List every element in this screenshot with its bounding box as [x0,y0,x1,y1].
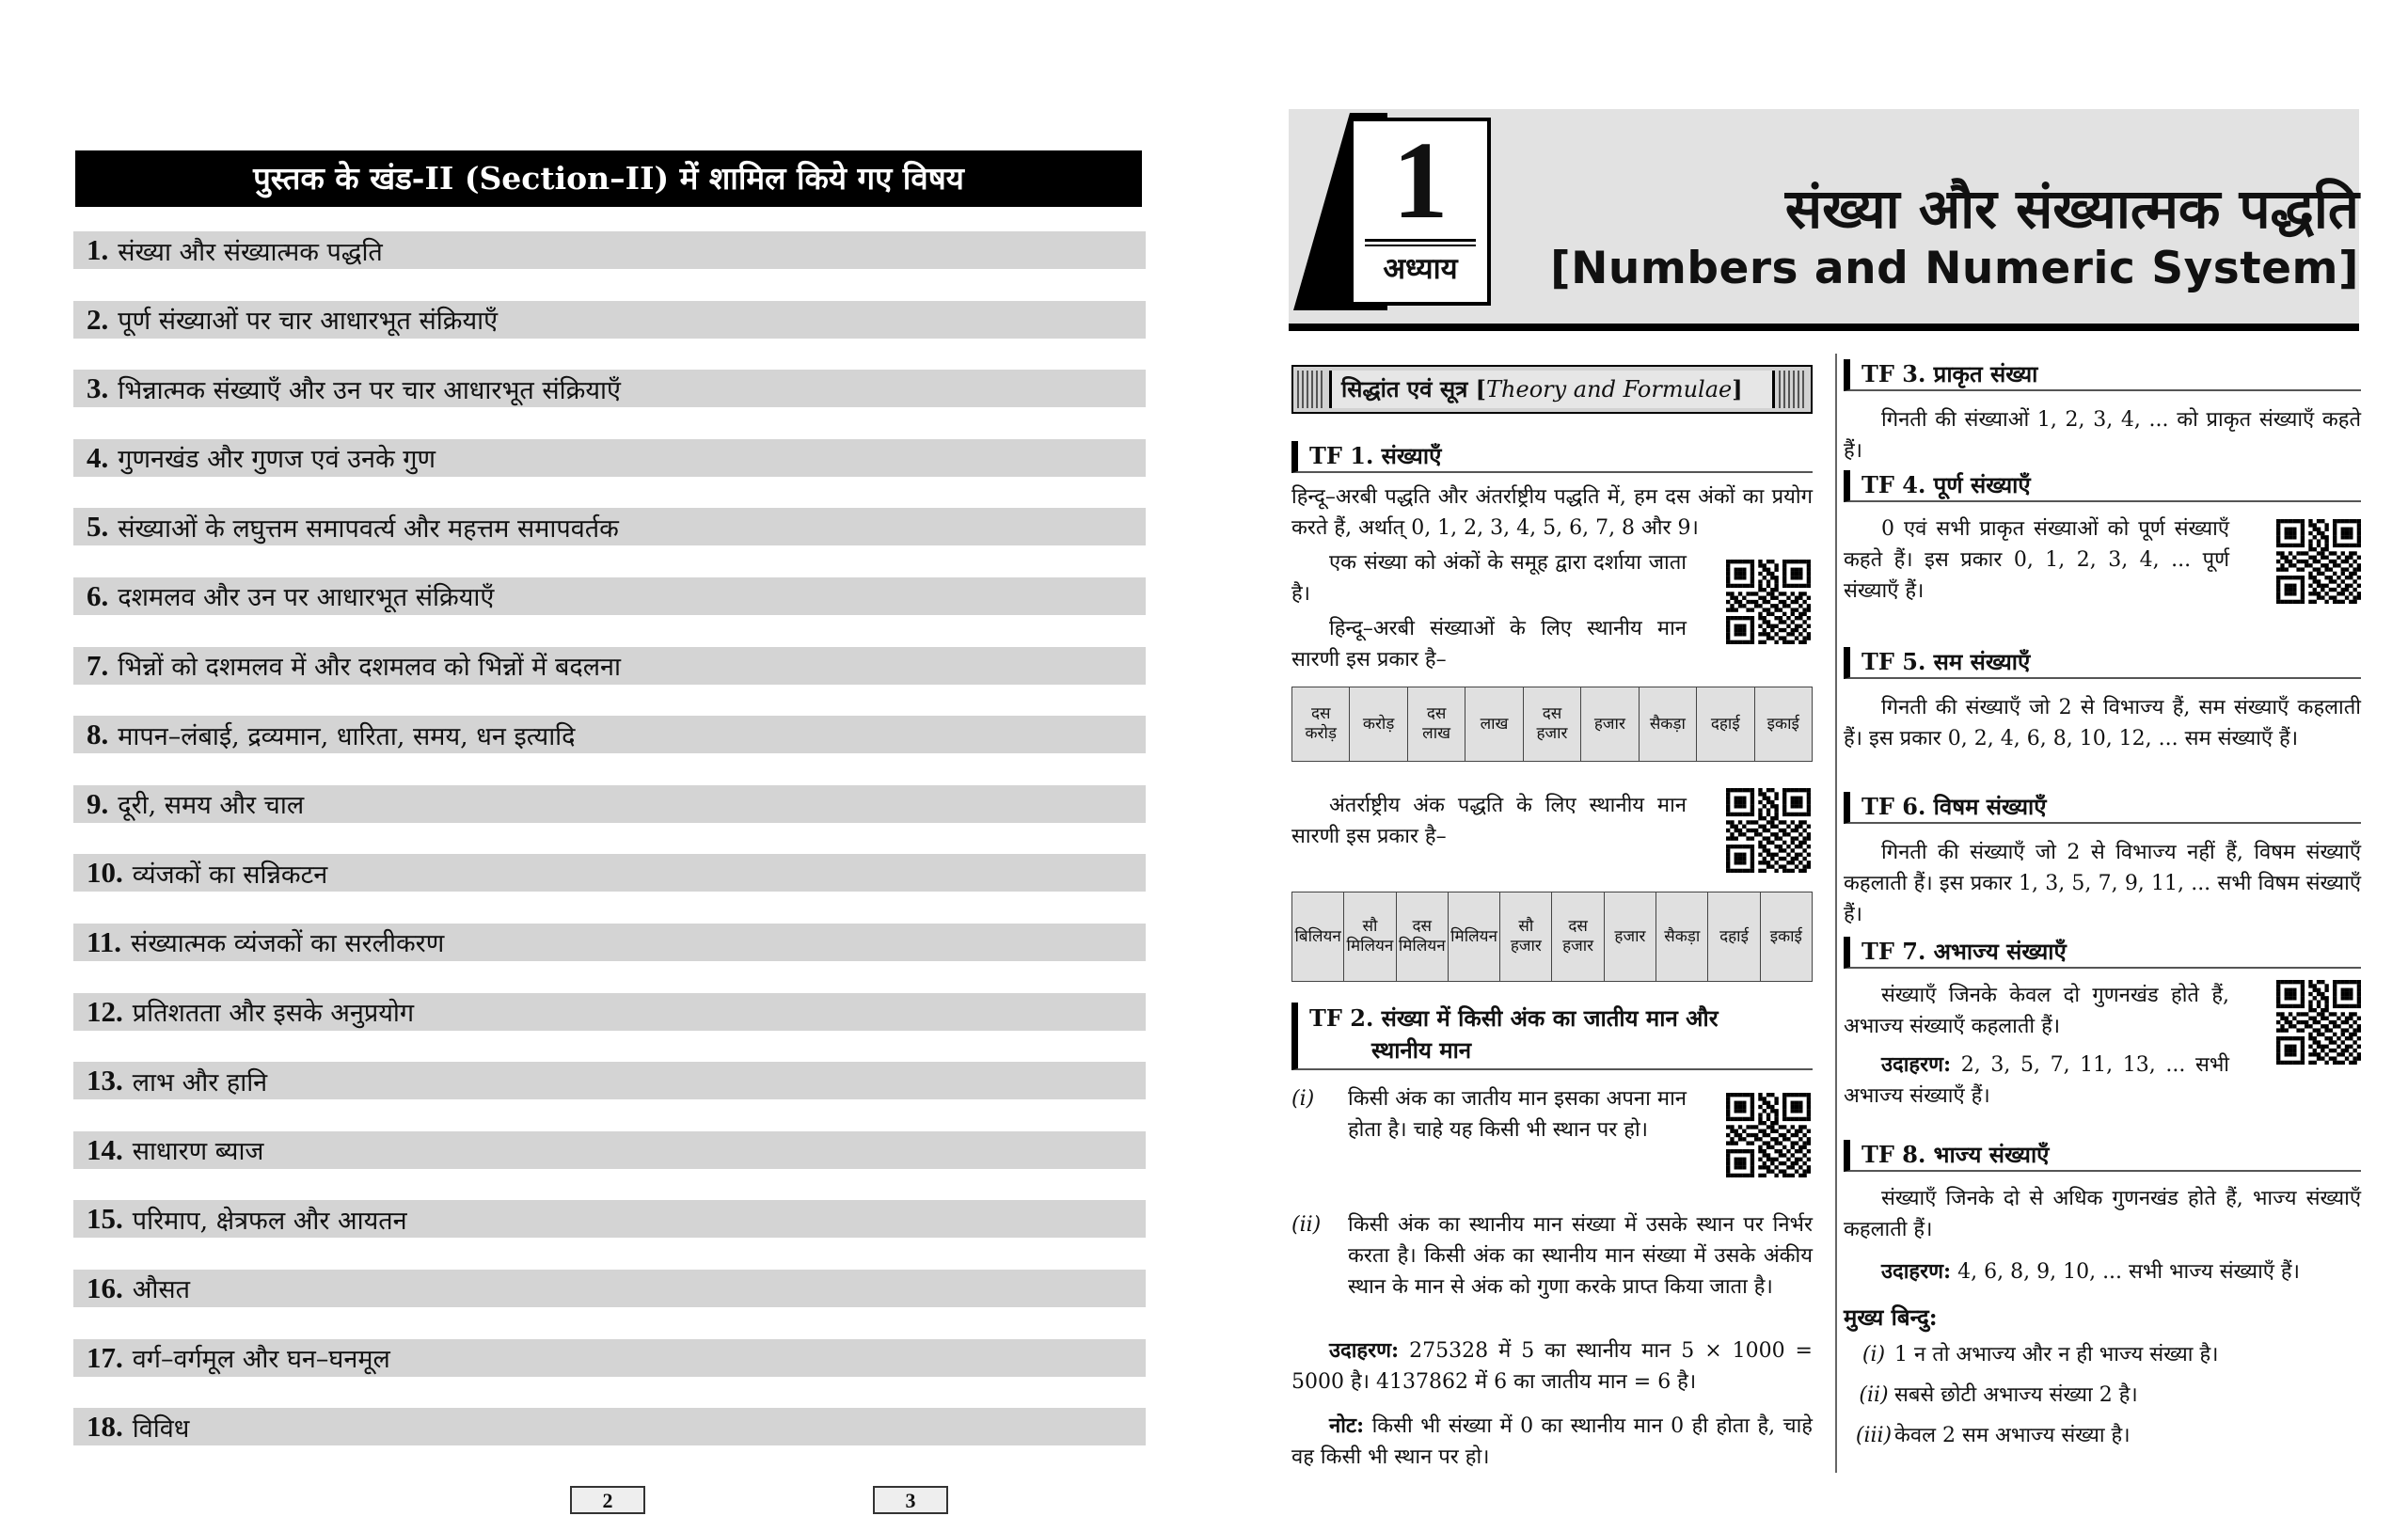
topic-title: मापन–लंबाई, द्रव्यमान, धारिता, समय, धन इत्यादि [118,721,576,751]
tf2-ii-text: किसी अंक का स्थानीय मान संख्या में उसके स्थान पर निर्भर करता है। किसी अंक का स्थानीय मान संख्या में उसके अंकीय स्थान के मान से अंक को गुणा करके प्राप्त किया जाता है। [1348,1213,1813,1299]
topic-number: 8. [87,718,109,751]
place-value-cell: सौ हजार [1500,892,1552,982]
tf2-ii-label: (ii) [1291,1213,1322,1237]
place-value-cell: दहाई [1708,892,1760,982]
place-value-cell: करोड़ [1350,687,1407,762]
qr-code-icon [2276,519,2361,604]
place-value-cell: हजार [1604,892,1656,982]
topic-title: संख्याओं के लघुत्तम समापवर्त्य और महत्तम समापवर्तक [118,513,619,544]
tf7-text: संख्याएँ जिनके केवल दो गुणनखंड होते हैं, अभाज्य संख्याएँ कहलाती हैं। [1844,984,2229,1038]
tf1-para-2: एक संख्या को अंकों के समूह द्वारा दर्शाया जाता है। [1291,551,1687,606]
topic-item [73,647,1146,685]
topic-item [73,439,1146,477]
tf2-heading: TF 2. संख्या में किसी अंक का जातीय मान और स्थानीय मान [1291,1003,1813,1070]
tf3-heading: TF 3. प्राकृत संख्या [1844,359,2361,391]
place-value-table-indian [1291,687,1813,762]
place-value-cell: दस लाख [1407,687,1465,762]
topic-item [73,577,1146,615]
key-point-item: (ii) सबसे छोटी अभाज्य संख्या 2 है। [1859,1383,2138,1407]
topic-item [73,1131,1146,1169]
topic-number: 16. [87,1271,123,1304]
topic-title: प्रतिशतता और इसके अनुप्रयोग [132,999,415,1029]
theory-label: सिद्धांत एवं सूत्र [ [1341,375,1487,403]
topic-number: 4. [87,440,109,474]
qr-code-icon [1726,1093,1811,1177]
topic-title: परिमाप, क्षेत्रफल और आयतन [132,1206,407,1236]
page-number: 3 [873,1486,948,1514]
topic-number: 15. [87,1202,123,1236]
tf1-heading: TF 1. संख्याएँ [1291,441,1813,473]
topic-title: लाभ और हानि [132,1067,268,1098]
topic-number: 18. [87,1410,123,1444]
topics-list [73,231,1146,1477]
place-value-cell: सैकड़ा [1639,687,1696,762]
topic-item [73,1270,1146,1307]
topic-item [73,301,1146,339]
tf6-text: गिनती की संख्याएँ जो 2 से विभाज्य नहीं हैं, विषम संख्याएँ कहलाती हैं। इस प्रकार 1, 3, 5, 7, 9, 11, ... सभी विषम संख्याएँ हैं। [1844,841,2361,926]
place-value-cell: इकाई [1760,892,1812,982]
topic-number: 2. [87,302,109,336]
topic-number: 6. [87,578,109,612]
topic-item [73,716,1146,753]
topic-number: 14. [87,1132,123,1166]
topic-item [73,508,1146,545]
key-points-heading: मुख्य बिन्दु: [1844,1303,1938,1331]
tf8-heading: TF 8. भाज्य संख्याएँ [1844,1140,2361,1172]
topic-item [73,785,1146,823]
topic-number: 3. [87,371,109,405]
topic-number: 5. [87,510,109,544]
topic-number: 11. [87,924,122,958]
key-point-item: (i) 1 न तो अभाज्य और न ही भाज्य संख्या है। [1861,1343,2219,1366]
place-value-cell: दहाई [1697,687,1754,762]
chapter-badge [1350,118,1491,306]
tf7-heading: TF 7. अभाज्य संख्याएँ [1844,937,2361,969]
chapter-number: 1 [1392,118,1449,242]
topic-number: 17. [87,1340,123,1374]
page-number: 2 [570,1486,645,1514]
topic-number: 9. [87,786,109,820]
tf4-heading: TF 4. पूर्ण संख्याएँ [1844,470,2361,502]
topic-title: विविध [132,1414,190,1444]
topic-item [73,854,1146,892]
place-value-cell: दस मिलियन [1396,892,1448,982]
chapter-title-english: [Numbers and Numeric System] [1550,243,2359,294]
tf3-text: गिनती की संख्याओं 1, 2, 3, 4, ... को प्राकृत संख्याएँ कहते हैं। [1844,408,2361,463]
place-value-cell: बिलियन [1292,892,1344,982]
topic-title: व्यंजकों का सन्निकटन [132,860,328,890]
chapter-word: अध्याय [1383,252,1458,286]
theory-formulae-box: सिद्धांत एवं सूत्र [Theory and Formulae] [1291,365,1813,414]
topic-title: वर्ग–वर्गमूल और घन–घनमूल [132,1345,390,1374]
topic-title: पूर्ण संख्याओं पर चार आधारभूत संक्रियाएँ [118,307,499,337]
topic-number: 12. [87,994,123,1028]
column-divider [1835,354,1837,1473]
place-value-cell: दस हजार [1552,892,1604,982]
place-value-cell: मिलियन [1448,892,1499,982]
tf7-example: उदाहरण: 2, 3, 5, 7, 11, 13, ... सभी अभाज्य संख्याएँ हैं। [1844,1052,2229,1108]
topic-number: 13. [87,1064,123,1098]
place-value-cell: लाख [1465,687,1523,762]
topic-item [73,1200,1146,1238]
tf6-heading: TF 6. विषम संख्याएँ [1844,792,2361,824]
topic-title: गुणनखंड और गुणज एवं उनके गुण [118,445,436,475]
theory-label-english: Theory and Formulae [1486,376,1733,403]
tf1-para-1: हिन्दू–अरबी पद्धति और अंतर्राष्ट्रीय पद्धति में, हम दस अंकों का प्रयोग करते हैं, अर्थात् 0, 1, 2, 3, 4, 5, 6, 7, 8 और 9। [1291,485,1813,540]
topic-title: दूरी, समय और चाल [118,791,305,821]
topic-number: 10. [87,856,123,890]
tf5-text: गिनती की संख्याएँ जो 2 से विभाज्य हैं, सम संख्याएँ कहलाती हैं। इस प्रकार 0, 2, 4, 6, 8, 10, 12, ... सम संख्याएँ हैं। [1844,696,2361,750]
tf5-heading: TF 5. सम संख्याएँ [1844,647,2361,679]
topic-item [73,1339,1146,1377]
topic-title: भिन्नात्मक संख्याएँ और उन पर चार आधारभूत संक्रियाएँ [118,375,621,405]
tf2-i-label: (i) [1291,1087,1315,1111]
place-value-cell: दस करोड़ [1292,687,1350,762]
topic-title: औसत [132,1275,191,1305]
place-value-cell: इकाई [1754,687,1813,762]
topic-item [73,231,1146,269]
place-value-cell: सौ मिलियन [1344,892,1396,982]
tf2-i-text: किसी अंक का जातीय मान इसका अपना मान होता है। चाहे यह किसी भी स्थान पर हो। [1348,1087,1687,1142]
qr-code-icon [2276,980,2361,1065]
tf1-para-3: हिन्दू–अरबी संख्याओं के लिए स्थानीय मान सारणी इस प्रकार है– [1291,617,1687,671]
place-value-table-international [1291,892,1813,982]
topic-number: 7. [87,648,109,682]
topic-item [73,1062,1146,1099]
topic-item [73,924,1146,961]
topic-title: साधारण ब्याज [132,1137,264,1167]
topic-title: संख्यात्मक व्यंजकों का सरलीकरण [131,929,445,959]
topic-title: भिन्नों को दशमलव में और दशमलव को भिन्नों में बदलना [118,653,621,683]
chapter-title-hindi: संख्या और संख्यात्मक पद्धति [1784,177,2359,241]
place-value-cell: दस हजार [1523,687,1580,762]
topic-item [73,993,1146,1031]
tf8-example: उदाहरण: 4, 6, 8, 9, 10, ... सभी भाज्य संख्याएँ हैं। [1881,1259,2300,1284]
key-point-item: (iii) केवल 2 सम अभाज्य संख्या है। [1855,1424,2131,1447]
right-page [905,0,2408,1532]
topic-item [73,370,1146,407]
topic-number: 1. [87,233,109,266]
qr-code-icon [1726,560,1811,644]
qr-code-icon [1726,788,1811,873]
tf2-note: नोट: किसी भी संख्या में 0 का स्थानीय मान 0 ही होता है, चाहे वह किसी भी स्थान पर हो। [1291,1414,1813,1469]
tf2-example: उदाहरण: 275328 में 5 का स्थानीय मान 5 × 1000 = 5000 है। 4137862 में 6 का जातीय मान = 6 है। [1291,1338,1813,1394]
chapter-header-rule [1289,324,2359,331]
tf8-text: संख्याएँ जिनके दो से अधिक गुणनखंड होते हैं, भाज्य संख्याएँ कहलाती हैं। [1844,1187,2361,1241]
place-value-cell: हजार [1581,687,1639,762]
tf4-text: 0 एवं सभी प्राकृत संख्याओं को पूर्ण संख्याएँ कहते हैं। इस प्रकार 0, 1, 2, 3, 4, ... पूर्ण संख्याएँ हैं। [1844,517,2229,603]
topic-title: संख्या और संख्यात्मक पद्धति [118,237,383,267]
section-header: पुस्तक के खंड-II (Section–II) में शामिल किये गए विषय [75,150,1142,207]
place-value-cell: सैकड़ा [1656,892,1708,982]
topic-title: दशमलव और उन पर आधारभूत संक्रियाएँ [118,583,495,613]
tf1-para-4: अंतर्राष्ट्रीय अंक पद्धति के लिए स्थानीय मान सारणी इस प्रकार है– [1291,794,1687,848]
topic-item [73,1408,1146,1445]
key-points-list [1853,1339,2361,1461]
